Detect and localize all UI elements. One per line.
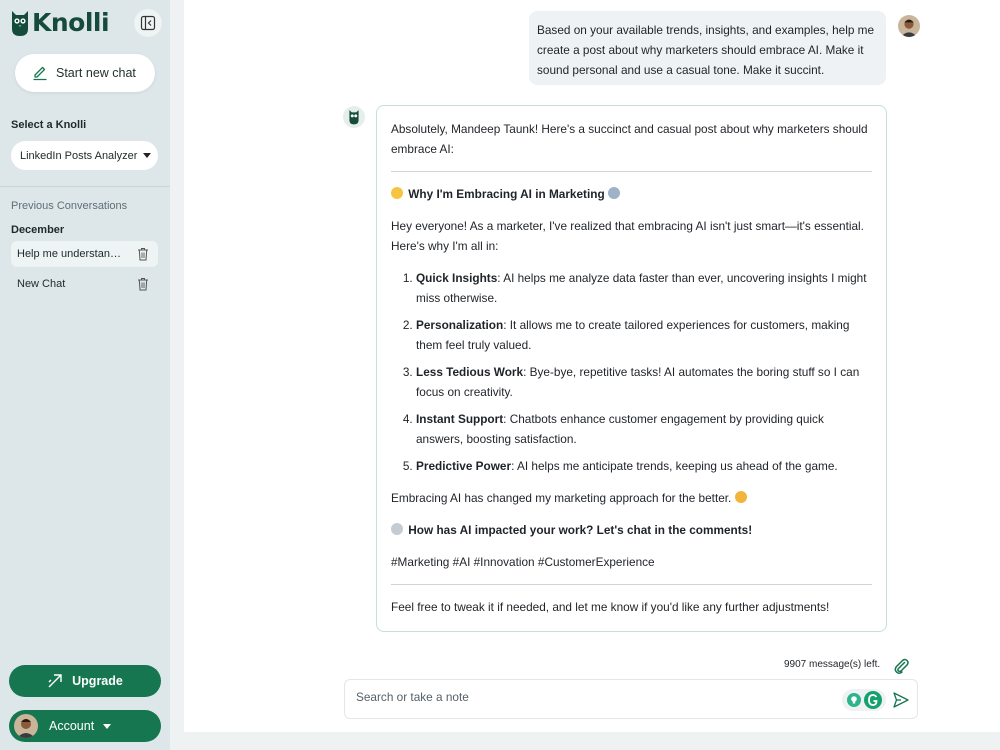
- sidebar-divider: [0, 186, 170, 187]
- point-text: : Bye-bye, repetitive tasks! AI automates the boring stuff so I can focus on creativity.: [416, 365, 860, 399]
- bot-followup: Feel free to tweak it if needed, and let me know if you'd like any further adjustments!: [391, 600, 830, 614]
- knolli-dropdown[interactable]: [11, 141, 158, 170]
- point-text: : AI helps me analyze data faster than ever, uncovering insights I might miss otherwise.: [416, 271, 867, 305]
- account-label: Account: [49, 719, 95, 733]
- conversation-item[interactable]: [11, 241, 158, 267]
- upgrade-button[interactable]: [9, 665, 161, 697]
- points-list: [391, 268, 872, 476]
- bot-avatar: [343, 106, 365, 128]
- post-opening: Hey everyone! As a marketer, I've realized that embracing AI isn't just smart—it's essential. Here's why I'm all in:: [391, 219, 864, 253]
- assistant-extensions: [842, 689, 886, 711]
- bulb-icon[interactable]: [847, 693, 861, 707]
- owl-logo-icon: [348, 109, 360, 125]
- user-message: Based on your available trends, insights, and examples, help me create a post about why marketers should embrace AI. Make it sound personal and use a casual tone. Make it succint.: [529, 11, 886, 85]
- conversation-item[interactable]: [11, 271, 158, 297]
- list-item: [416, 409, 872, 449]
- start-new-chat-button[interactable]: [15, 54, 155, 92]
- point-text: : AI helps me anticipate trends, keeping us ahead of the game.: [511, 459, 838, 473]
- upgrade-arrow-icon: [47, 673, 63, 689]
- message-composer: [344, 679, 918, 719]
- message-input[interactable]: [356, 690, 826, 704]
- previous-conversations-label: Previous Conversations: [11, 200, 128, 212]
- robot-emoji-icon: [608, 187, 620, 199]
- point-title: Instant Support: [416, 412, 504, 426]
- point-title: Quick Insights: [416, 271, 498, 285]
- point-title: Less Tedious Work: [416, 365, 524, 379]
- list-item: [416, 268, 872, 308]
- conversation-label: New Chat: [17, 278, 66, 290]
- post-closing: [391, 488, 872, 508]
- conversation-label: Help me understan…: [17, 248, 121, 260]
- point-title: Predictive Power: [416, 459, 512, 473]
- trash-icon[interactable]: [137, 277, 149, 291]
- messages-left-counter: 9907 message(s) left.: [784, 659, 881, 670]
- point-text: : It allows me to create tailored experiences for customers, making them feel truly valued.: [416, 318, 850, 352]
- post-question-text: How has AI impacted your work? Let's chat in the comments!: [408, 523, 753, 537]
- bot-intro: Absolutely, Mandeep Taunk! Here's a succinct and casual post about why marketers should embrace AI:: [391, 122, 868, 156]
- send-icon[interactable]: [892, 691, 910, 709]
- avatar: [14, 714, 38, 738]
- list-item: [416, 456, 872, 476]
- sparkle-emoji-icon: [391, 187, 403, 199]
- knolli-dropdown-value: LinkedIn Posts Analyzer: [20, 149, 138, 162]
- sidebar: [0, 0, 170, 750]
- divider: [391, 584, 872, 585]
- post-heading: [391, 184, 872, 204]
- upgrade-label: Upgrade: [72, 674, 123, 688]
- list-item: [416, 315, 872, 355]
- month-group-label: December: [11, 224, 65, 236]
- edit-pen-icon: [32, 65, 48, 81]
- select-knolli-label: Select a Knolli: [11, 119, 87, 131]
- point-text: : Chatbots enhance customer engagement by providing quick answers, boosting satisfaction.: [416, 412, 824, 446]
- divider: [391, 171, 872, 172]
- flexed-biceps-emoji-icon: [735, 491, 747, 503]
- post-hashtags: #Marketing #AI #Innovation #CustomerExperience: [391, 555, 655, 569]
- caret-down-icon: [103, 724, 111, 729]
- caret-down-icon: [143, 153, 151, 158]
- knolli-logo[interactable]: [10, 9, 109, 37]
- bot-message: [376, 105, 887, 632]
- account-button[interactable]: [9, 710, 161, 742]
- list-item: [416, 362, 872, 402]
- trash-icon[interactable]: [137, 247, 149, 261]
- paperclip-icon[interactable]: [892, 657, 910, 675]
- grammarly-icon[interactable]: [864, 691, 882, 709]
- app-name: Knolli: [32, 8, 110, 37]
- point-title: Personalization: [416, 318, 504, 332]
- owl-logo-icon: [10, 9, 30, 37]
- post-heading-text: Why I'm Embracing AI in Marketing: [408, 187, 605, 201]
- start-new-chat-label: Start new chat: [56, 66, 136, 80]
- post-question: [391, 520, 872, 540]
- speech-bubble-emoji-icon: [391, 523, 403, 535]
- avatar: [898, 15, 920, 37]
- user-avatar-icon: [14, 714, 38, 738]
- user-avatar-icon: [898, 15, 920, 37]
- collapse-sidebar-button[interactable]: [134, 9, 162, 37]
- chat-area: [184, 0, 1000, 732]
- post-closing-text: Embracing AI has changed my marketing approach for the better.: [391, 491, 732, 505]
- sidebar-collapse-icon: [140, 15, 156, 31]
